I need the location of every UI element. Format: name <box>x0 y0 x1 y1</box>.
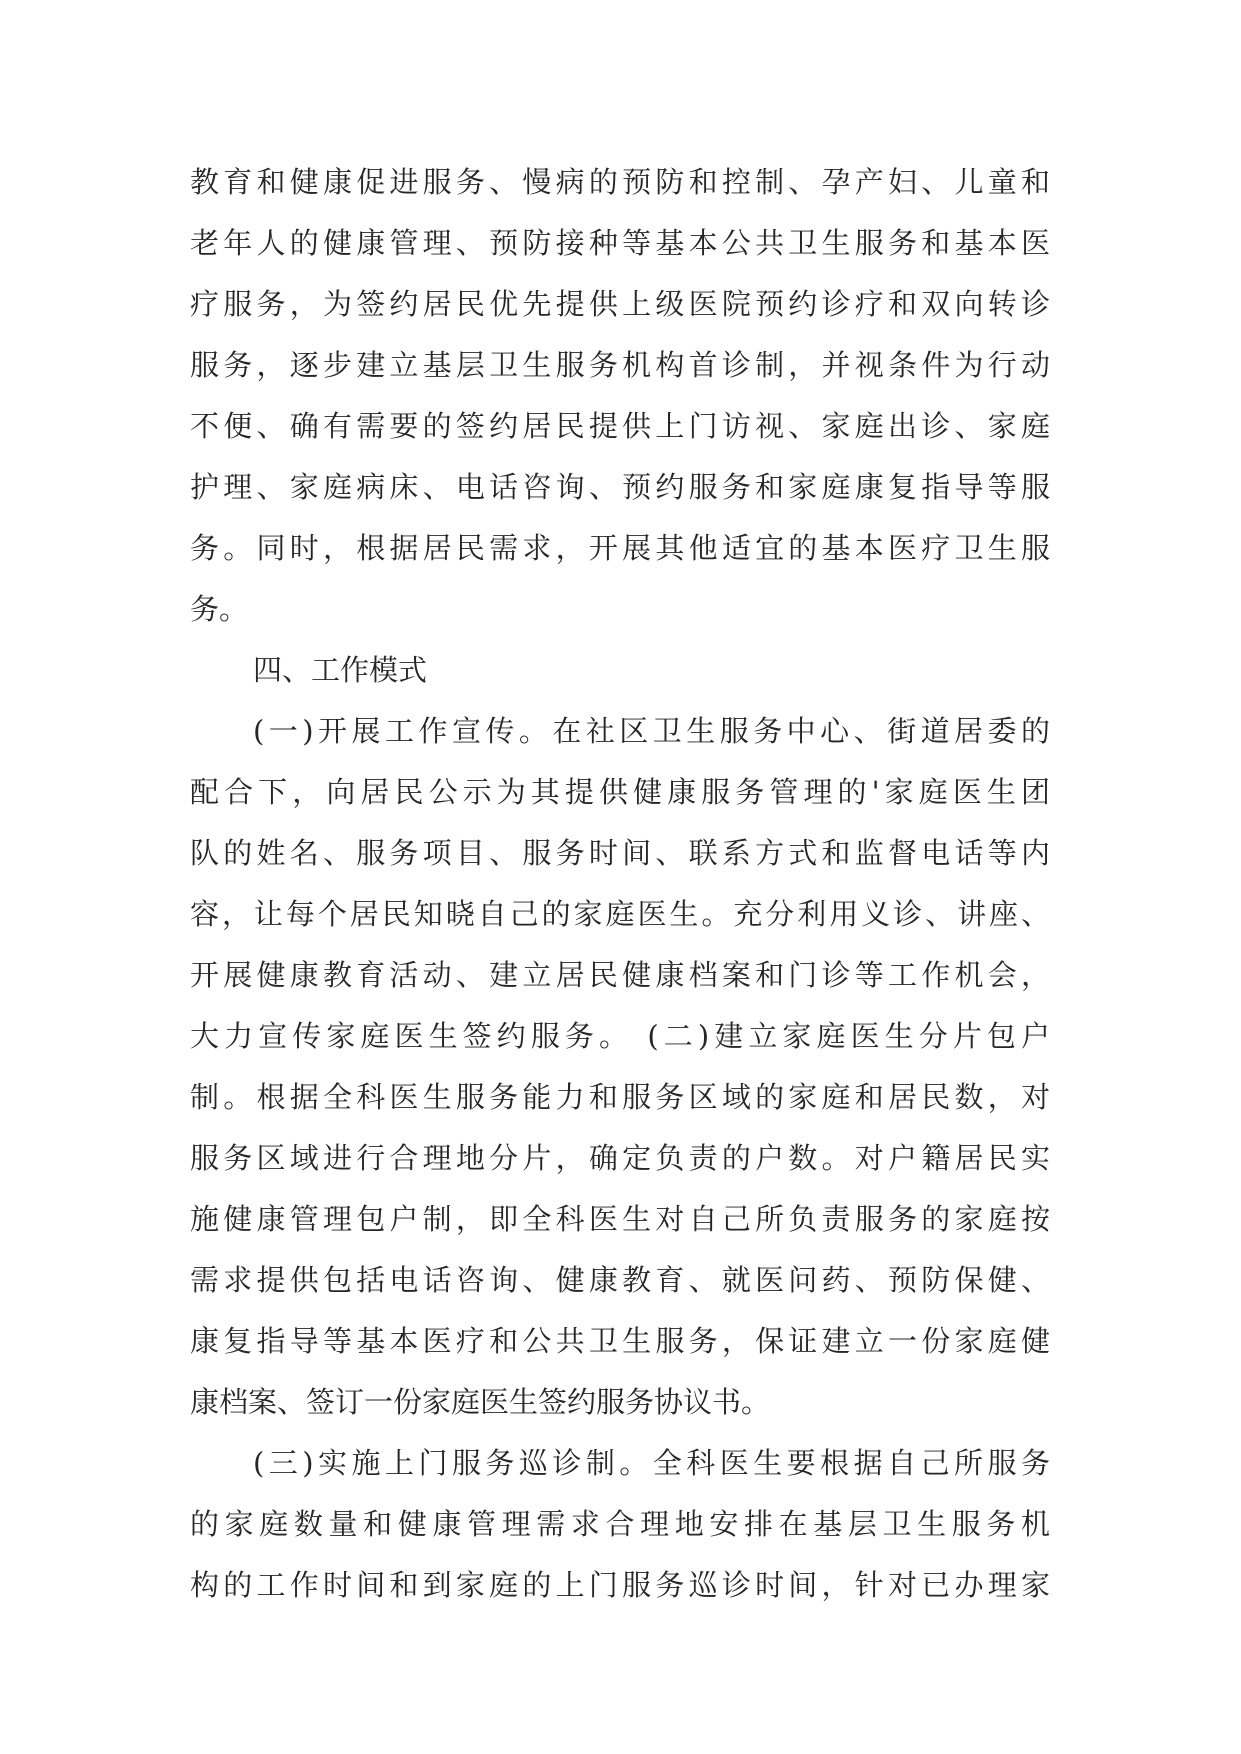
paragraph-line: 务。 <box>190 592 249 626</box>
paragraph-line: 大力宣传家庭医生签约服务。 (二)建立家庭医生分片包户 <box>190 1019 1050 1053</box>
paragraph-line: 服务，逐步建立基层卫生服务机构首诊制，并视条件为行动 <box>190 348 1050 382</box>
paragraph-line: 队的姓名、服务项目、服务时间、联系方式和监督电话等内 <box>190 836 1050 870</box>
paragraph-line: 护理、家庭病床、电话咨询、预约服务和家庭康复指导等服 <box>190 470 1050 504</box>
paragraph-line: 构的工作时间和到家庭的上门服务巡诊时间，针对已办理家 <box>190 1568 1050 1602</box>
paragraph-line: 施健康管理包户制，即全科医生对自己所负责服务的家庭按 <box>190 1202 1050 1236</box>
paragraph-line: 疗服务，为签约居民优先提供上级医院预约诊疗和双向转诊 <box>190 287 1050 321</box>
section-heading: 四、工作模式 <box>253 653 428 687</box>
paragraph-line: (三)实施上门服务巡诊制。全科医生要根据自己所服务 <box>253 1446 1050 1480</box>
paragraph-line: 康档案、签订一份家庭医生签约服务协议书。 <box>190 1385 771 1419</box>
paragraph-line: 的家庭数量和健康管理需求合理地安排在基层卫生服务机 <box>190 1507 1050 1541</box>
paragraph-line: 容，让每个居民知晓自己的家庭医生。充分利用义诊、讲座、 <box>190 897 1050 931</box>
paragraph-line: 务。同时，根据居民需求，开展其他适宜的基本医疗卫生服 <box>190 531 1050 565</box>
paragraph-line: 开展健康教育活动、建立居民健康档案和门诊等工作机会， <box>190 958 1050 992</box>
paragraph-line: 服务区域进行合理地分片，确定负责的户数。对户籍居民实 <box>190 1141 1050 1175</box>
paragraph-line: 老年人的健康管理、预防接种等基本公共卫生服务和基本医 <box>190 226 1050 260</box>
paragraph-line: 康复指导等基本医疗和公共卫生服务，保证建立一份家庭健 <box>190 1324 1050 1358</box>
paragraph-line: 教育和健康促进服务、慢病的预防和控制、孕产妇、儿童和 <box>190 165 1050 199</box>
paragraph-line: 不便、确有需要的签约居民提供上门访视、家庭出诊、家庭 <box>190 409 1050 443</box>
paragraph-line: 配合下，向居民公示为其提供健康服务管理的'家庭医生团 <box>190 775 1050 809</box>
paragraph-line: (一)开展工作宣传。在社区卫生服务中心、街道居委的 <box>253 714 1050 748</box>
paragraph-line: 需求提供包括电话咨询、健康教育、就医问药、预防保健、 <box>190 1263 1050 1297</box>
paragraph-line: 制。根据全科医生服务能力和服务区域的家庭和居民数，对 <box>190 1080 1050 1114</box>
